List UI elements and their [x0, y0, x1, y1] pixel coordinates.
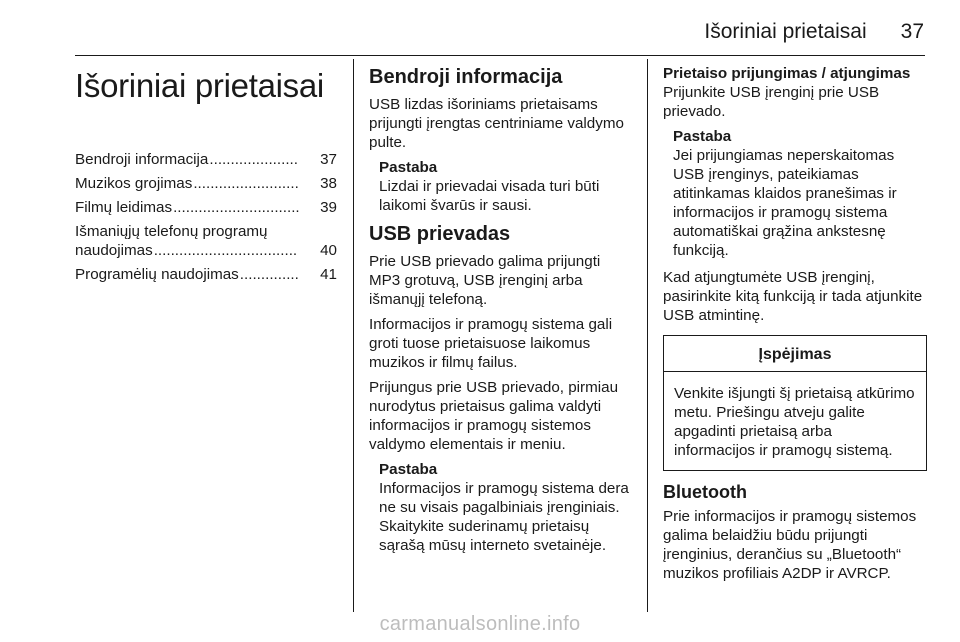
toc-leader: ..............................	[173, 199, 300, 216]
paragraph: Informacijos ir pramogų sistema gali groti tuose prietaisuose laikomus muzikos ir filmų failus.	[369, 316, 613, 371]
connection-column	[663, 64, 927, 589]
toc-page: 38	[320, 175, 337, 192]
paragraph: Prijunkite USB įrenginį prie USB prievado.	[663, 84, 880, 120]
toc-leader: .........................	[193, 175, 299, 192]
toc-label: Muzikos grojimas	[75, 175, 193, 192]
note-block	[369, 158, 635, 215]
note-title: Pastaba	[379, 461, 438, 478]
warning-box	[663, 335, 927, 471]
toc-label: Bendroji informacija	[75, 151, 209, 168]
note-block	[369, 460, 635, 555]
section-heading: Bendroji informacija	[369, 66, 563, 88]
warning-text: Venkite išjungti šį prietaisą atkūrimo metu. Priešingu atveju galite apgadinti prietaisą arba informacijos ir pramogų sistemą.	[674, 385, 915, 459]
toc-leader: .....................	[209, 151, 298, 168]
toc-label-line1: Išmaniųjų telefonų programų	[75, 223, 268, 240]
warning-title: Įspėjimas	[664, 336, 926, 372]
note-text: Jei prijungiamas neperskaitomas USB įrenginys, pateikiamas atitinkamas klaidos pranešimas ir informacijos ir pramogų sistema automatiškai grąžina ankstesnę funkciją.	[673, 147, 897, 259]
subheading: Prietaiso prijungimas / atjungimas	[663, 65, 911, 82]
chapter-title: Išoriniai prietaisai	[75, 67, 324, 104]
toc-item[interactable]	[75, 174, 337, 193]
toc-page: 40	[320, 242, 337, 259]
toc-label: Programėlių naudojimas	[75, 266, 239, 283]
usb-heading: USB prievadas	[369, 223, 511, 245]
intro-paragraph: USB lizdas išoriniams prietaisams prijungti įrengtas centriniame valdymo pulte.	[369, 96, 624, 151]
watermark: carmanualsonline.info	[379, 613, 581, 635]
general-info-column	[369, 64, 635, 563]
bluetooth-heading: Bluetooth	[663, 482, 747, 502]
toc-item[interactable]	[75, 265, 337, 284]
header-divider	[75, 55, 925, 56]
running-title: Išoriniai prietaisai	[704, 20, 867, 43]
toc-item[interactable]	[75, 198, 337, 217]
paragraph: Prie USB prievado galima prijungti MP3 grotuvą, USB įrenginį arba išmanųjį telefoną.	[369, 253, 601, 308]
toc-leader: ..............	[239, 266, 299, 283]
toc-item[interactable]	[75, 222, 337, 260]
paragraph: Prie informacijos ir pramogų sistemos galima belaidžiu būdu prijungti įrenginius, derančius su „Bluetooth“ muzikos profiliais A2DP ir AVRCP.	[663, 508, 917, 582]
toc-page: 37	[320, 151, 337, 168]
page-header	[304, 20, 924, 44]
toc-item[interactable]	[75, 150, 337, 169]
page-number: 37	[900, 20, 924, 43]
paragraph: Kad atjungtumėte USB įrenginį, pasirinkite kitą funkciją ir tada atjunkite USB atmintinę.	[663, 269, 923, 324]
toc-label: Filmų leidimas	[75, 199, 173, 216]
note-title: Pastaba	[673, 128, 732, 145]
note-text: Informacijos ir pramogų sistema dera ne su visais pagalbiniais įrenginiais. Skaitykite suderinamų prietaisų sąrašą mūsų interneto svetainėje.	[379, 480, 629, 554]
toc-label: naudojimas	[75, 242, 153, 259]
toc-leader: ..................................	[153, 242, 298, 259]
column-divider-1	[353, 59, 354, 612]
toc-page: 39	[320, 199, 337, 216]
note-text: Lizdai ir prievadai visada turi būti laikomi švarūs ir sausi.	[379, 178, 600, 214]
note-title: Pastaba	[379, 159, 438, 176]
column-divider-2	[647, 59, 648, 612]
toc-column	[75, 64, 337, 289]
note-block	[663, 127, 927, 260]
paragraph: Prijungus prie USB prievado, pirmiau nurodytus prietaisus galima valdyti informacijos ir pramogų sistemos valdymo elementais ir meniu.	[369, 379, 619, 453]
toc-page: 41	[320, 266, 337, 283]
